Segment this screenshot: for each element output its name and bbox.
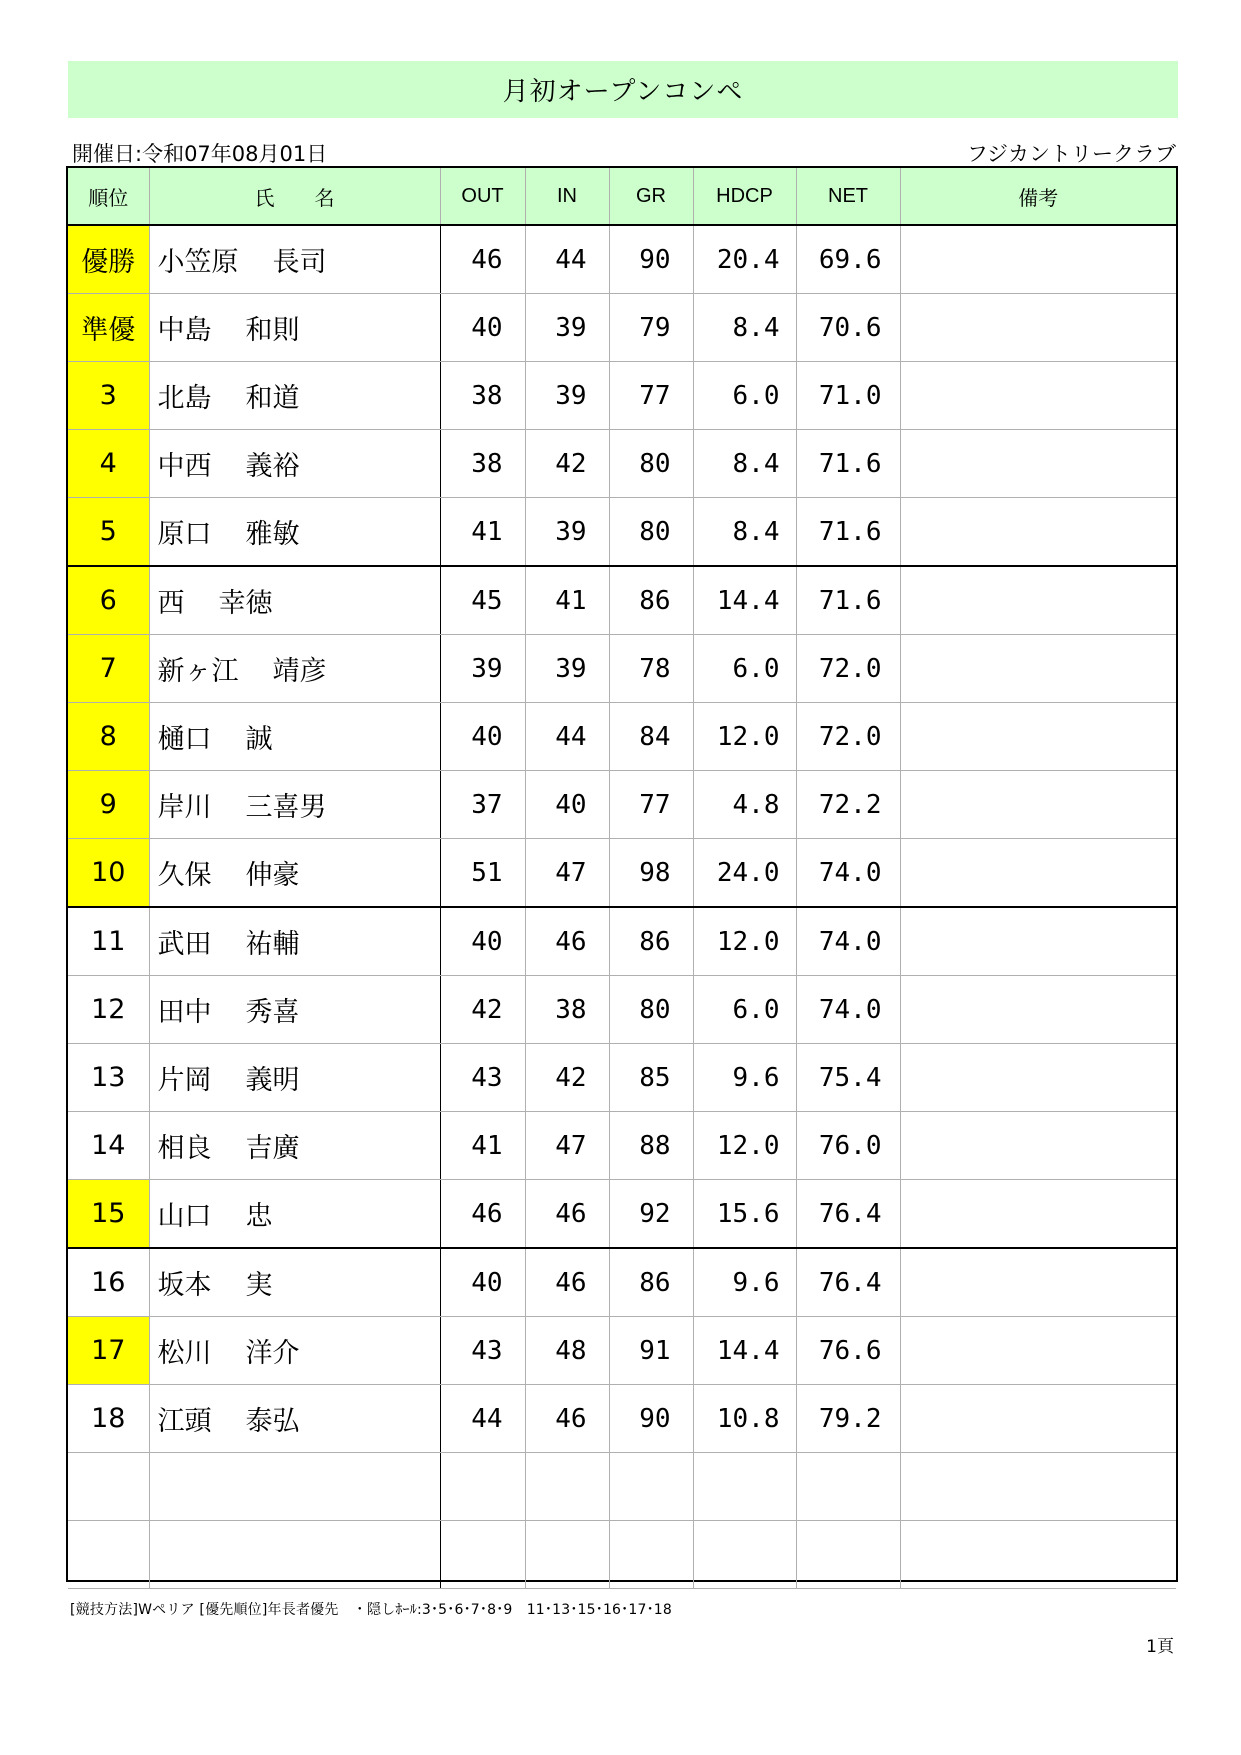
in-score-cell: 47 xyxy=(525,839,609,908)
handicap-cell: 9.6 xyxy=(693,1044,796,1112)
net-score-cell: 74.0 xyxy=(796,839,900,908)
table-row xyxy=(68,498,1176,567)
handicap-cell: 20.4 xyxy=(693,225,796,294)
table-row xyxy=(68,1248,1176,1317)
out-score-cell xyxy=(440,1453,525,1521)
results-table-frame xyxy=(66,166,1178,1582)
remarks-cell xyxy=(900,1248,1176,1317)
rank-cell: 5 xyxy=(68,498,149,567)
player-family-name: 北島 xyxy=(157,383,212,414)
table-row xyxy=(68,703,1176,771)
player-given-name: 吉廣 xyxy=(245,1133,300,1164)
gross-score-cell: 78 xyxy=(609,635,693,703)
gross-score-cell: 86 xyxy=(609,1248,693,1317)
header-net: NET xyxy=(796,168,900,225)
player-family-name: 岸川 xyxy=(157,792,212,823)
handicap-cell: 9.6 xyxy=(693,1248,796,1317)
in-score-cell: 42 xyxy=(525,430,609,498)
remarks-cell xyxy=(900,1385,1176,1453)
gross-score-cell xyxy=(609,1521,693,1589)
table-row xyxy=(68,1317,1176,1385)
net-score-cell: 75.4 xyxy=(796,1044,900,1112)
handicap-cell: 6.0 xyxy=(693,976,796,1044)
player-given-name: 秀喜 xyxy=(245,997,300,1028)
player-name-cell xyxy=(149,566,440,635)
player-name-cell xyxy=(149,1453,440,1521)
out-score-cell: 38 xyxy=(440,362,525,430)
player-name-cell xyxy=(149,225,440,294)
remarks-cell xyxy=(900,635,1176,703)
table-row xyxy=(68,225,1176,294)
player-family-name: 樋口 xyxy=(157,724,212,755)
player-name-cell xyxy=(149,1317,440,1385)
remarks-cell xyxy=(900,362,1176,430)
remarks-cell xyxy=(900,771,1176,839)
page-number: 1頁 xyxy=(1146,1637,1174,1657)
player-given-name: 和道 xyxy=(245,383,300,414)
net-score-cell: 79.2 xyxy=(796,1385,900,1453)
player-family-name: 山口 xyxy=(157,1201,212,1232)
player-family-name: 中島 xyxy=(157,315,212,346)
net-score-cell: 71.6 xyxy=(796,430,900,498)
rank-cell: 15 xyxy=(68,1180,149,1249)
net-score-cell xyxy=(796,1521,900,1589)
table-row xyxy=(68,1385,1176,1453)
header-remarks: 備考 xyxy=(900,168,1176,225)
player-name-cell xyxy=(149,294,440,362)
gross-score-cell: 88 xyxy=(609,1112,693,1180)
handicap-cell: 8.4 xyxy=(693,294,796,362)
net-score-cell: 76.4 xyxy=(796,1248,900,1317)
out-score-cell: 40 xyxy=(440,907,525,976)
rank-cell: 4 xyxy=(68,430,149,498)
rank-cell: 3 xyxy=(68,362,149,430)
in-score-cell: 39 xyxy=(525,362,609,430)
results-table xyxy=(68,168,1176,1589)
table-row xyxy=(68,362,1176,430)
player-given-name: 三喜男 xyxy=(245,792,327,823)
in-score-cell: 46 xyxy=(525,1248,609,1317)
out-score-cell: 40 xyxy=(440,294,525,362)
player-given-name: 実 xyxy=(245,1270,273,1301)
net-score-cell: 76.4 xyxy=(796,1180,900,1249)
gross-score-cell: 77 xyxy=(609,362,693,430)
player-family-name: 武田 xyxy=(157,929,212,960)
remarks-cell xyxy=(900,703,1176,771)
player-family-name: 原口 xyxy=(157,519,212,550)
player-given-name: 義裕 xyxy=(245,451,300,482)
out-score-cell: 41 xyxy=(440,1112,525,1180)
player-given-name: 洋介 xyxy=(245,1338,300,1369)
player-given-name: 幸徳 xyxy=(218,588,273,619)
rank-cell: 6 xyxy=(68,566,149,635)
rank-cell: 7 xyxy=(68,635,149,703)
net-score-cell: 70.6 xyxy=(796,294,900,362)
out-score-cell: 44 xyxy=(440,1385,525,1453)
page-title: 月初オープンコンペ xyxy=(68,61,1178,118)
player-name-cell xyxy=(149,1112,440,1180)
player-family-name: 小笠原 xyxy=(157,247,239,278)
gross-score-cell: 84 xyxy=(609,703,693,771)
handicap-cell: 14.4 xyxy=(693,566,796,635)
rank-cell: 8 xyxy=(68,703,149,771)
gross-score-cell: 80 xyxy=(609,498,693,567)
player-family-name: 久保 xyxy=(157,860,212,891)
rank-cell: 18 xyxy=(68,1385,149,1453)
player-name-cell xyxy=(149,1180,440,1249)
player-family-name: 江頭 xyxy=(157,1406,212,1437)
table-row xyxy=(68,1521,1176,1589)
rank-cell xyxy=(68,1521,149,1589)
gross-score-cell: 85 xyxy=(609,1044,693,1112)
player-name-cell xyxy=(149,1521,440,1589)
header-rank: 順位 xyxy=(68,168,149,225)
remarks-cell xyxy=(900,1044,1176,1112)
in-score-cell: 40 xyxy=(525,771,609,839)
net-score-cell: 76.6 xyxy=(796,1317,900,1385)
handicap-cell xyxy=(693,1521,796,1589)
table-row xyxy=(68,976,1176,1044)
player-family-name: 西 xyxy=(157,588,185,619)
player-family-name: 新ヶ江 xyxy=(157,656,239,687)
event-date: 開催日:令和07年08月01日 xyxy=(72,142,328,166)
player-family-name: 田中 xyxy=(157,997,212,1028)
handicap-cell: 6.0 xyxy=(693,362,796,430)
header-gr: GR xyxy=(609,168,693,225)
table-row xyxy=(68,635,1176,703)
remarks-cell xyxy=(900,1112,1176,1180)
table-row xyxy=(68,839,1176,908)
player-name-cell xyxy=(149,771,440,839)
net-score-cell: 71.6 xyxy=(796,566,900,635)
table-row xyxy=(68,294,1176,362)
header-out: OUT xyxy=(440,168,525,225)
out-score-cell xyxy=(440,1521,525,1589)
gross-score-cell: 91 xyxy=(609,1317,693,1385)
out-score-cell: 51 xyxy=(440,839,525,908)
header-hdcp: HDCP xyxy=(693,168,796,225)
in-score-cell: 38 xyxy=(525,976,609,1044)
player-name-cell xyxy=(149,1385,440,1453)
player-given-name: 忠 xyxy=(245,1201,273,1232)
player-name-cell xyxy=(149,703,440,771)
net-score-cell: 72.0 xyxy=(796,703,900,771)
handicap-cell: 24.0 xyxy=(693,839,796,908)
gross-score-cell: 86 xyxy=(609,907,693,976)
rank-cell: 11 xyxy=(68,907,149,976)
handicap-cell: 15.6 xyxy=(693,1180,796,1249)
player-family-name: 片岡 xyxy=(157,1065,212,1096)
in-score-cell: 39 xyxy=(525,635,609,703)
in-score-cell: 39 xyxy=(525,498,609,567)
handicap-cell: 12.0 xyxy=(693,1112,796,1180)
net-score-cell: 71.6 xyxy=(796,498,900,567)
remarks-cell xyxy=(900,1521,1176,1589)
gross-score-cell: 79 xyxy=(609,294,693,362)
out-score-cell: 43 xyxy=(440,1317,525,1385)
out-score-cell: 45 xyxy=(440,566,525,635)
in-score-cell xyxy=(525,1521,609,1589)
handicap-cell: 12.0 xyxy=(693,703,796,771)
player-name-cell xyxy=(149,907,440,976)
net-score-cell: 69.6 xyxy=(796,225,900,294)
table-row xyxy=(68,1180,1176,1249)
player-given-name: 泰弘 xyxy=(245,1406,300,1437)
handicap-cell: 14.4 xyxy=(693,1317,796,1385)
rank-cell: 13 xyxy=(68,1044,149,1112)
remarks-cell xyxy=(900,566,1176,635)
gross-score-cell: 90 xyxy=(609,1385,693,1453)
remarks-cell xyxy=(900,907,1176,976)
player-given-name: 和則 xyxy=(245,315,300,346)
out-score-cell: 46 xyxy=(440,1180,525,1249)
net-score-cell: 74.0 xyxy=(796,907,900,976)
in-score-cell: 44 xyxy=(525,225,609,294)
rank-cell: 9 xyxy=(68,771,149,839)
remarks-cell xyxy=(900,1453,1176,1521)
in-score-cell: 46 xyxy=(525,1180,609,1249)
player-given-name: 祐輔 xyxy=(245,929,300,960)
player-given-name: 誠 xyxy=(245,724,273,755)
results-body xyxy=(68,225,1176,1589)
in-score-cell: 46 xyxy=(525,1385,609,1453)
remarks-cell xyxy=(900,430,1176,498)
player-given-name: 義明 xyxy=(245,1065,300,1096)
in-score-cell: 39 xyxy=(525,294,609,362)
player-given-name: 長司 xyxy=(272,247,327,278)
remarks-cell xyxy=(900,1180,1176,1249)
net-score-cell xyxy=(796,1453,900,1521)
out-score-cell: 37 xyxy=(440,771,525,839)
rank-cell: 10 xyxy=(68,839,149,908)
remarks-cell xyxy=(900,225,1176,294)
rank-cell: 17 xyxy=(68,1317,149,1385)
player-name-cell xyxy=(149,1248,440,1317)
rank-cell: 16 xyxy=(68,1248,149,1317)
remarks-cell xyxy=(900,1317,1176,1385)
player-family-name: 相良 xyxy=(157,1133,212,1164)
player-name-cell xyxy=(149,1044,440,1112)
gross-score-cell: 80 xyxy=(609,430,693,498)
player-name-cell xyxy=(149,839,440,908)
out-score-cell: 38 xyxy=(440,430,525,498)
player-family-name: 坂本 xyxy=(157,1270,212,1301)
in-score-cell: 41 xyxy=(525,566,609,635)
gross-score-cell: 98 xyxy=(609,839,693,908)
handicap-cell: 6.0 xyxy=(693,635,796,703)
handicap-cell: 10.8 xyxy=(693,1385,796,1453)
in-score-cell xyxy=(525,1453,609,1521)
out-score-cell: 41 xyxy=(440,498,525,567)
player-given-name: 伸豪 xyxy=(245,860,300,891)
net-score-cell: 72.2 xyxy=(796,771,900,839)
player-given-name: 雅敏 xyxy=(245,519,300,550)
gross-score-cell: 86 xyxy=(609,566,693,635)
in-score-cell: 46 xyxy=(525,907,609,976)
out-score-cell: 46 xyxy=(440,225,525,294)
player-family-name: 中西 xyxy=(157,451,212,482)
gross-score-cell xyxy=(609,1453,693,1521)
player-given-name: 靖彦 xyxy=(272,656,327,687)
in-score-cell: 47 xyxy=(525,1112,609,1180)
rank-cell: 14 xyxy=(68,1112,149,1180)
table-header-row xyxy=(68,168,1176,225)
table-row xyxy=(68,771,1176,839)
out-score-cell: 40 xyxy=(440,703,525,771)
in-score-cell: 44 xyxy=(525,703,609,771)
net-score-cell: 71.0 xyxy=(796,362,900,430)
in-score-cell: 48 xyxy=(525,1317,609,1385)
player-name-cell xyxy=(149,430,440,498)
footer-note: [競技方法]Wペリア [優先順位]年長者優先 ・隠しﾎｰﾙ:3･5･6･7･8･9 11･13･15･16･17･18 xyxy=(70,1602,672,1618)
player-name-cell xyxy=(149,976,440,1044)
player-name-cell xyxy=(149,362,440,430)
club-name: フジカントリークラブ xyxy=(966,142,1176,166)
remarks-cell xyxy=(900,839,1176,908)
table-row xyxy=(68,1044,1176,1112)
player-name-cell xyxy=(149,498,440,567)
header-in: IN xyxy=(525,168,609,225)
net-score-cell: 76.0 xyxy=(796,1112,900,1180)
table-row xyxy=(68,566,1176,635)
handicap-cell: 8.4 xyxy=(693,498,796,567)
handicap-cell: 12.0 xyxy=(693,907,796,976)
out-score-cell: 39 xyxy=(440,635,525,703)
rank-cell: 準優 xyxy=(68,294,149,362)
remarks-cell xyxy=(900,976,1176,1044)
handicap-cell: 4.8 xyxy=(693,771,796,839)
table-row xyxy=(68,430,1176,498)
gross-score-cell: 92 xyxy=(609,1180,693,1249)
out-score-cell: 43 xyxy=(440,1044,525,1112)
player-name-cell xyxy=(149,635,440,703)
out-score-cell: 40 xyxy=(440,1248,525,1317)
net-score-cell: 72.0 xyxy=(796,635,900,703)
gross-score-cell: 80 xyxy=(609,976,693,1044)
handicap-cell: 8.4 xyxy=(693,430,796,498)
handicap-cell xyxy=(693,1453,796,1521)
remarks-cell xyxy=(900,498,1176,567)
out-score-cell: 42 xyxy=(440,976,525,1044)
remarks-cell xyxy=(900,294,1176,362)
table-row xyxy=(68,907,1176,976)
net-score-cell: 74.0 xyxy=(796,976,900,1044)
table-row xyxy=(68,1112,1176,1180)
rank-cell: 12 xyxy=(68,976,149,1044)
rank-cell: 優勝 xyxy=(68,225,149,294)
table-row xyxy=(68,1453,1176,1521)
gross-score-cell: 77 xyxy=(609,771,693,839)
gross-score-cell: 90 xyxy=(609,225,693,294)
in-score-cell: 42 xyxy=(525,1044,609,1112)
header-name: 氏 名 xyxy=(149,168,440,225)
player-family-name: 松川 xyxy=(157,1338,212,1369)
rank-cell xyxy=(68,1453,149,1521)
